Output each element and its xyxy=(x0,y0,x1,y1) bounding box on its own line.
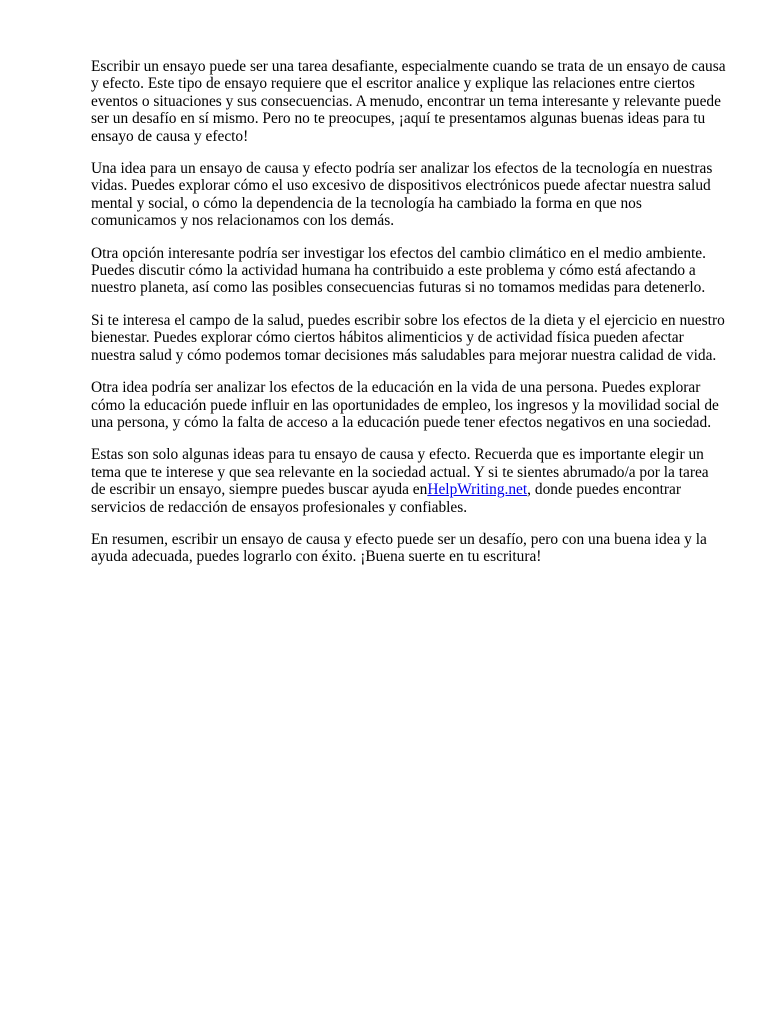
paragraph-health: Si te interesa el campo de la salud, puedes escribir sobre los efectos de la dieta y el ejercicio en nuestro bienestar. Puedes explorar cómo ciertos hábitos alimenticios y de actividad física pueden afectar nuestra salud y cómo podemos tomar decisiones más saludables para mejorar nuestra calidad de vida. xyxy=(91,311,725,364)
document-body xyxy=(91,58,726,581)
helpwriting-link[interactable]: HelpWriting.net xyxy=(427,481,528,499)
paragraph-technology: Una idea para un ensayo de causa y efecto podría ser analizar los efectos de la tecnología en nuestras vidas. Puedes explorar cómo el uso excesivo de dispositivos electrónicos puede afectar nuestra salud mental y social, o cómo la dependencia de la tecnología ha cambiado la forma en que nos comunicamos y nos relacionamos con los demás. xyxy=(91,160,713,230)
paragraph-closing: En resumen, escribir un ensayo de causa y efecto puede ser un desafío, pero con una buena idea y la ayuda adecuada, puedes lograrlo con éxito. ¡Buena suerte en tu escritura! xyxy=(91,530,707,566)
paragraph-education: Otra idea podría ser analizar los efectos de la educación en la vida de una persona. Puedes explorar cómo la educación puede influir en las oportunidades de empleo, los ingresos y la movilidad social de una persona, y cómo la falta de acceso a la educación puede tener efectos negativos en una sociedad. xyxy=(91,379,719,431)
paragraph-help-text-end: , donde puedes encontrar servicios de redacción de ensayos profesionales y confiables. xyxy=(91,481,682,516)
paragraph-intro: Escribir un ensayo puede ser una tarea desafiante, especialmente cuando se trata de un ensayo de causa y efecto. Este tipo de ensayo requiere que el escritor analice y explique las relaciones entre ciertos eventos o situaciones y sus consecuencias. A menudo, encontrar un tema interesante y relevante puede ser un desafío en sí mismo. Pero no te preocupes, ¡aquí te presentamos algunas buenas ideas para tu ensayo de causa y efecto! xyxy=(91,58,726,145)
paragraph-climate: Otra opción interesante podría ser investigar los efectos del cambio climático en el medio ambiente. Puedes discutir cómo la actividad humana ha contribuido a este problema y cómo está afectando a nuestro planeta, así como las posibles consecuencias futuras si no tomamos medidas para detenerlo. xyxy=(91,244,706,297)
paragraph-help xyxy=(91,446,726,516)
paragraph-help-text: Estas son solo algunas ideas para tu ensayo de causa y efecto. Recuerda que es importante elegir un tema que te interese y que sea relevante en la sociedad actual. Y si te sientes abrumado/a por la tarea de escribir un ensayo, siempre puedes buscar ayuda en xyxy=(91,446,709,499)
